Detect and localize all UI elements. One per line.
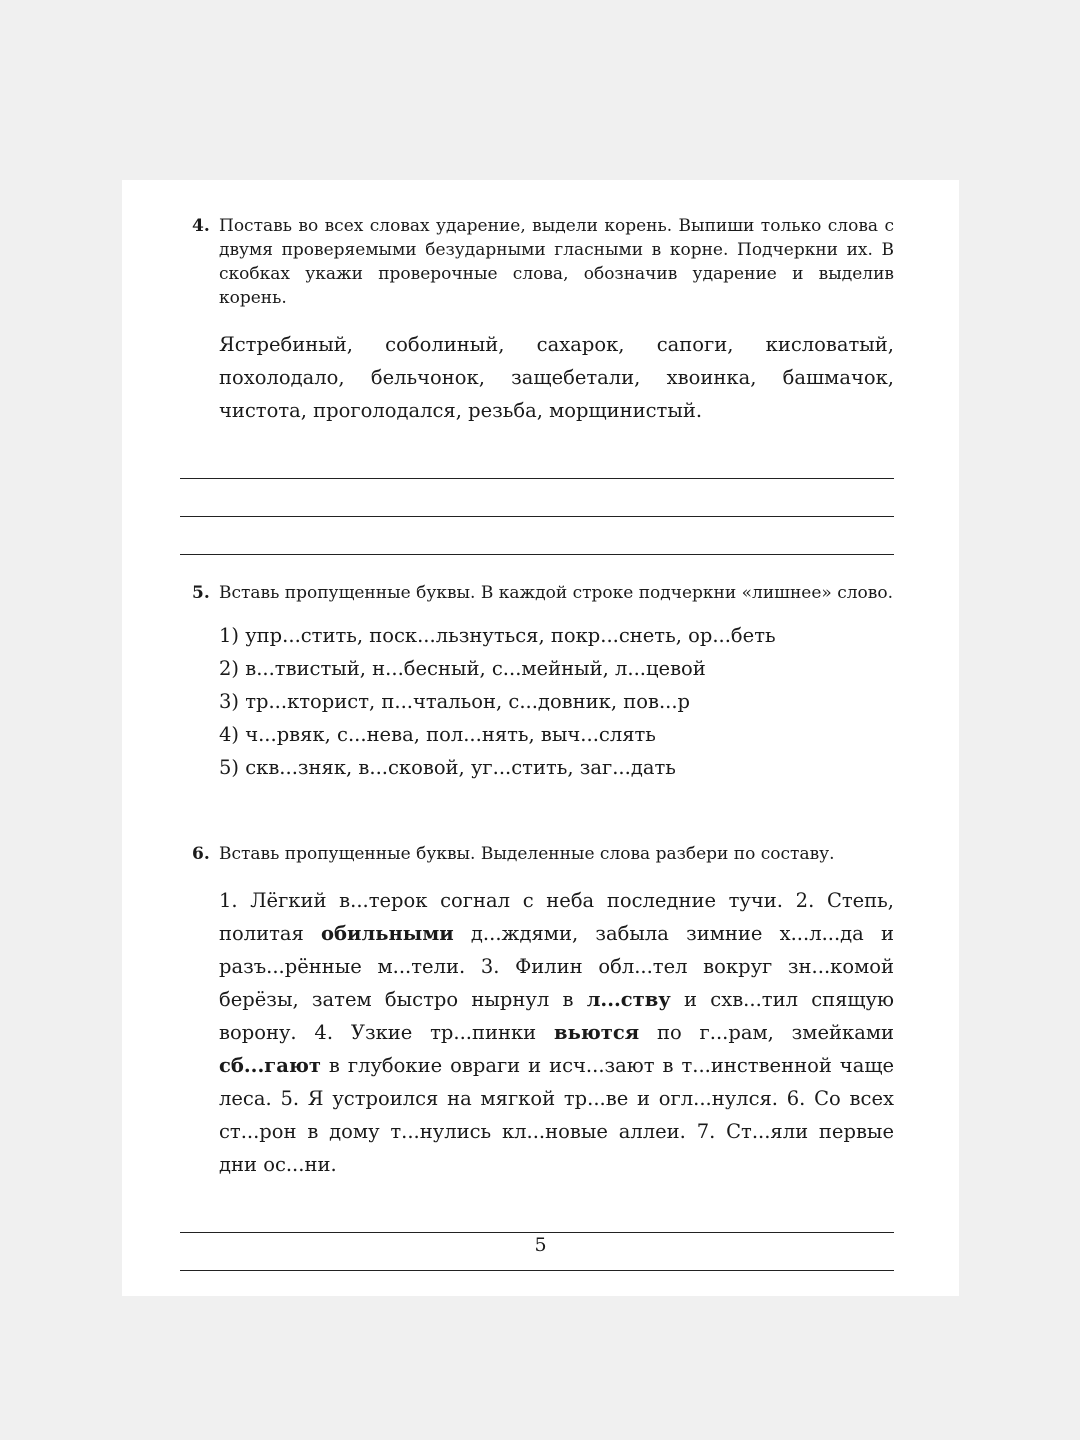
task-6-instruction: Вставь пропущенные буквы. Выделенные слова разбери по составу.	[219, 844, 835, 864]
task-5-row: 5) скв...зняк, в...сковой, уг...стить, заг...дать	[219, 756, 676, 779]
text-segment: и схв...тил спящую ворону. 4. Узкие тр...пинки	[219, 988, 894, 1044]
task-5-row: 1) упр...стить, поск...льзнуться, покр...снеть, ор...беть	[219, 624, 776, 647]
task-6-number: 6.	[192, 844, 210, 864]
task-5-number: 5.	[192, 583, 210, 603]
text-segment: д...ждями, забыла зимние х...л...да и разъ...рённые м...тели. 3. Филин обл...тел вокруг зн...комой берёзы, затем быстро нырнул в	[219, 922, 894, 1011]
text-segment: по г...рам, змейками	[639, 1021, 894, 1044]
answer-line[interactable]	[180, 479, 894, 517]
highlighted-word: сб...гают	[219, 1054, 321, 1077]
page-number: 5	[534, 1234, 547, 1256]
task-6-answer-lines	[180, 1195, 894, 1271]
text-segment: в глубокие овраги и исч...зают в т...инственной чаще леса. 5. Я устроился на мягкой тр...ве и огл...нулся. 6. Со всех ст...рон в дому т...нулись кл...новые аллеи. 7. Ст...яли первые дни ос...ни.	[219, 1054, 894, 1176]
task-6-text	[180, 884, 894, 1181]
answer-line[interactable]	[180, 441, 894, 479]
task-5	[180, 581, 894, 784]
task-6	[180, 842, 894, 1271]
task-5-row: 2) в...твистый, н...бесный, с...мейный, л...цевой	[219, 657, 706, 680]
task-5-header	[180, 581, 894, 605]
task-4-header	[180, 214, 894, 310]
task-5-row: 4) ч...рвяк, с...нева, пол...нять, выч...слять	[219, 723, 656, 746]
answer-line[interactable]	[180, 1195, 894, 1233]
task-4-word-list: Ястребиный, соболиный, сахарок, сапоги, кисловатый, похолодало, бельчонок, защебетали, хвоинка, башмачок, чистота, проголодался, резьба, морщинистый.	[219, 333, 894, 422]
task-4-answer-lines	[180, 441, 894, 555]
task-5-rows	[180, 619, 894, 784]
highlighted-word: обильными	[321, 922, 454, 945]
task-4-number: 4.	[192, 216, 210, 236]
answer-line[interactable]	[180, 517, 894, 555]
task-5-instruction: Вставь пропущенные буквы. В каждой строке подчеркни «лишнее» слово.	[219, 583, 893, 603]
task-4-instruction: Поставь во всех словах ударение, выдели корень. Выпиши только слова с двумя проверяемыми безударными гласными в корне. Подчеркни их. В скобках укажи проверочные слова, обозначив ударение и выделив корень.	[219, 216, 894, 308]
text-segment: 1. Лёгкий в...терок согнал с неба последние тучи. 2. Степь, политая	[219, 889, 894, 945]
highlighted-word: л...ству	[586, 988, 671, 1011]
task-6-header	[180, 842, 894, 866]
task-5-row: 3) тр...кторист, п...чтальон, с...довник, пов...р	[219, 690, 691, 713]
task-4	[180, 214, 894, 555]
highlighted-word: вьются	[554, 1021, 640, 1044]
workbook-page	[122, 180, 959, 1296]
